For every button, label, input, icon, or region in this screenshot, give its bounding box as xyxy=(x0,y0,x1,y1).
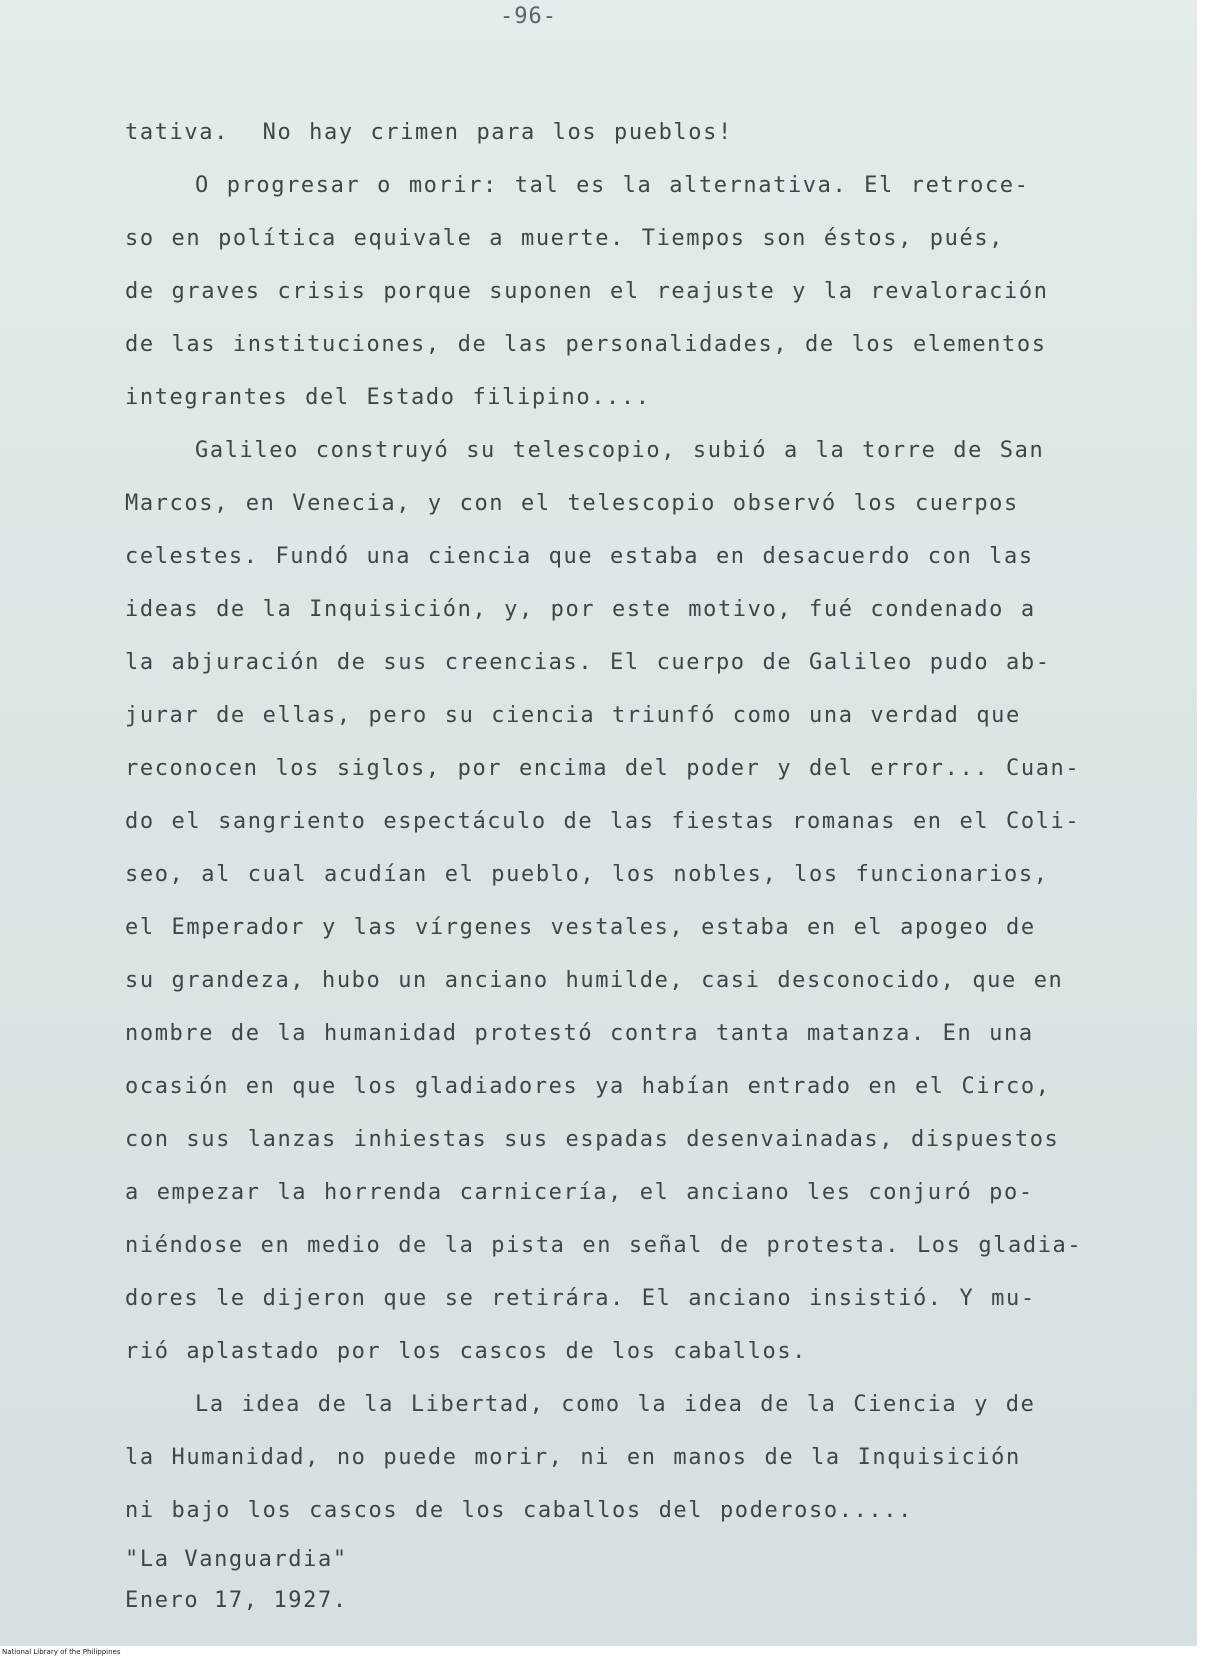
text-line: integrantes del Estado filipino.... xyxy=(125,385,651,410)
page-edge xyxy=(1197,0,1207,1658)
body-text xyxy=(125,106,1175,1537)
text-line: dores le dijeron que se retirára. El anciano insistió. Y mu- xyxy=(125,1286,1036,1311)
page-number: -96- xyxy=(500,4,557,29)
text-line: de graves crisis porque suponen el reajuste y la revaloración xyxy=(125,279,1049,304)
text-line: reconocen los siglos, por encima del poder y del error... Cuan- xyxy=(125,756,1081,781)
text-line: jurar de ellas, pero su ciencia triunfó como una verdad que xyxy=(125,703,1021,728)
text-line: la abjuración de sus creencias. El cuerpo de Galileo pudo ab- xyxy=(125,650,1051,675)
text-line: niéndose en medio de la pista en señal de protesta. Los gladia- xyxy=(125,1233,1083,1258)
text-line: tativa. No hay crimen para los pueblos! xyxy=(125,120,733,145)
text-line: el Emperador y las vírgenes vestales, estaba en el apogeo de xyxy=(125,915,1036,940)
text-line: la Humanidad, no puede morir, ni en manos de la Inquisición xyxy=(125,1445,1021,1470)
text-line: do el sangriento espectáculo de las fiestas romanas en el Coli- xyxy=(125,809,1081,834)
text-line: so en política equivale a muerte. Tiempos son éstos, pués, xyxy=(125,226,1005,251)
text-line: su grandeza, hubo un anciano humilde, casi desconocido, que en xyxy=(125,968,1064,993)
text-line: seo, al cual acudían el pueblo, los nobles, los funcionarios, xyxy=(125,862,1049,887)
text-line: a empezar la horrenda carnicería, el anciano les conjuró po- xyxy=(125,1180,1034,1205)
text-line: con sus lanzas inhiestas sus espadas desenvainadas, dispuestos xyxy=(125,1127,1060,1152)
text-line: celestes. Fundó una ciencia que estaba en desacuerdo con las xyxy=(125,544,1034,569)
text-line: ideas de la Inquisición, y, por este motivo, fué condenado a xyxy=(125,597,1036,622)
text-line: ocasión en que los gladiadores ya habían entrado en el Circo, xyxy=(125,1074,1051,1099)
text-line: rió aplastado por los cascos de los caballos. xyxy=(125,1339,808,1364)
text-line: La idea de la Libertad, como la idea de la Ciencia y de xyxy=(195,1392,1036,1417)
text-line: Marcos, en Venecia, y con el telescopio observó los cuerpos xyxy=(125,491,1019,516)
text-line: ni bajo los cascos de los caballos del poderoso..... xyxy=(125,1498,913,1523)
text-line: de las instituciones, de las personalidades, de los elementos xyxy=(125,332,1047,357)
text-line: nombre de la humanidad protestó contra tanta matanza. En una xyxy=(125,1021,1034,1046)
library-credit: National Library of the Philippines xyxy=(0,1647,1207,1658)
text-line: Galileo construyó su telescopio, subió a la torre de San xyxy=(195,438,1045,463)
text-line: O progresar o morir: tal es la alternativa. El retroce- xyxy=(195,173,1030,198)
signature-date: Enero 17, 1927. xyxy=(125,1588,348,1613)
signature-source: "La Vanguardia" xyxy=(125,1547,348,1572)
